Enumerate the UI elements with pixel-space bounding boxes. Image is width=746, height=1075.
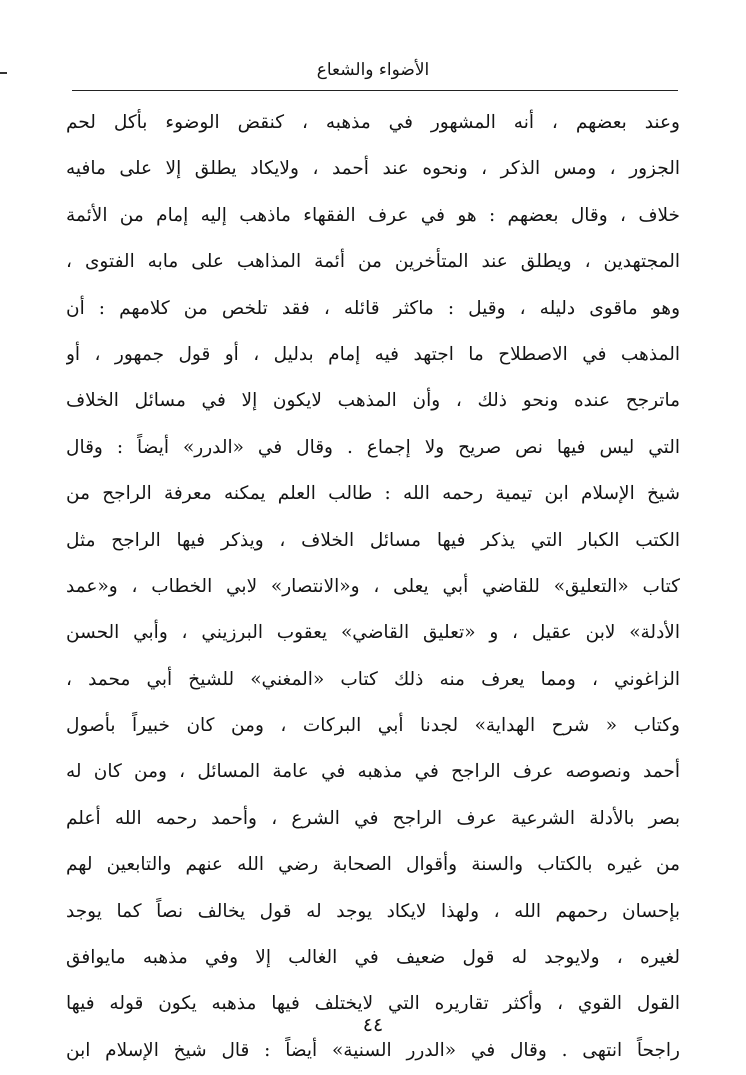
text-line: لغيره ، ولايوجد له قول ضعيف في الغالب إلا وفي مذهبه مايوافق [66,947,680,969]
text-line: الجزور ، ومس الذكر ، ونحوه عند أحمد ، ولايكاد يطلق إلا على مافيه [66,158,680,180]
text-line: وعند بعضهم ، أنه المشهور في مذهبه ، كنقض الوضوء بأكل لحم [66,112,680,133]
header-rule [72,90,678,91]
text-line: القول القوي ، وأكثر تقاريره التي لايختلف فيها مذهبه يكون قوله فيها [66,993,680,1015]
text-line: وكتاب « شرح الهداية» لجدنا أبي البركات ، ومن كان خبيراً بأصول [66,715,680,737]
text-line: أحمد ونصوصه عرف الراجح في مذهبه في عامة المسائل ، ومن كان له [66,761,680,783]
text-line: من غيره بالكتاب والسنة وأقوال الصحابة رضي الله عنهم والتابعين لهم [66,854,680,876]
text-line: راجحاً انتهى . وقال في «الدرر السنية» أيضاً : قال شيخ الإسلام ابن [66,1039,680,1061]
text-line: المذهب في الاصطلاح ما اجتهد فيه إمام بدليل ، أو قول جمهور ، أو [66,343,680,365]
text-line: المجتهدين ، ويطلق عند المتأخرين من أئمة المذاهب على مابه الفتوى ، [66,251,680,273]
text-line: شيخ الإسلام ابن تيمية رحمه الله : طالب العلم يمكنه معرفة الراجح من [66,483,680,505]
text-line: وهو ماقوى دليله ، وقيل : ماكثر قائله ، فقد تلخص من كلامهم : أن [66,297,680,319]
text-line: كتاب «التعليق» للقاضي أبي يعلى ، و«الانتصار» لابي الخطاب ، و«عمد [66,575,680,597]
text-line: بصر بالأدلة الشرعية عرف الراجح في الشرع ، وأحمد رحمه الله أعلم [66,807,680,829]
text-line: الزاغوني ، ومما يعرف منه ذلك كتاب «المغني» للشيخ أبي محمد ، [66,668,680,690]
text-line: الكتب الكبار التي يذكر فيها مسائل الخلاف ، ويذكر فيها الراجح مثل [66,529,680,551]
text-line: خلاف ، وقال بعضهم : هو في عرف الفقهاء ماذهب إليه إمام من الأئمة [66,204,680,226]
text-line: بإحسان رحمهم الله ، ولهذا لايكاد يوجد له قول يخالف نصاً كما يوجد [66,900,680,922]
text-line: ماترجح عنده ونحو ذلك ، وأن المذهب لايكون إلا في مسائل الخلاف [66,390,680,412]
running-header: الأضواء والشعاع [316,60,430,80]
text-line: التي ليس فيها نص صريح ولا إجماع . وقال في «الدرر» أيضاً : وقال [66,436,680,458]
text-line: الأدلة» لابن عقيل ، و «تعليق القاضي» يعقوب البرزيني ، وأبي الحسن [66,622,680,644]
page-number: ٤٤ [362,1014,384,1036]
body-text [66,100,680,1074]
